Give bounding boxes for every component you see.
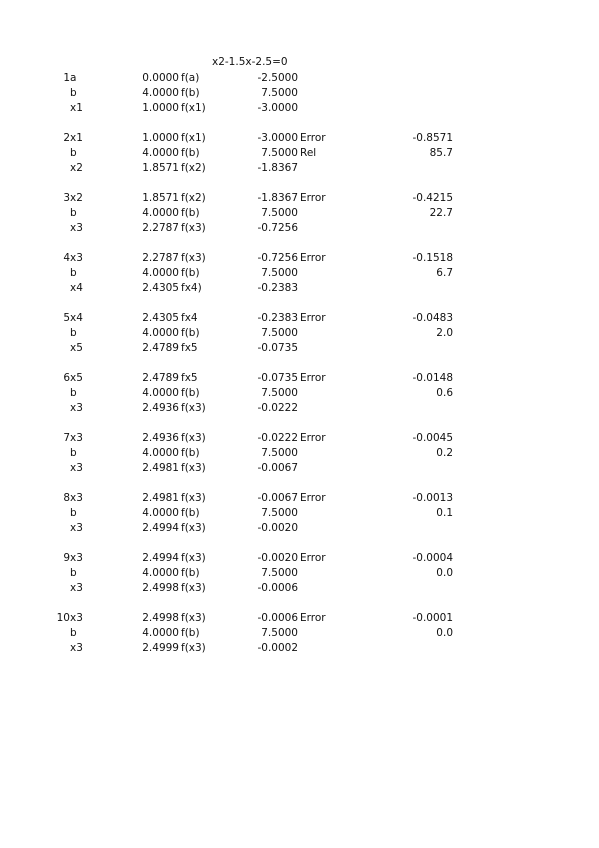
variable-name: x4 (70, 282, 83, 294)
table-row (0, 431, 599, 446)
error-value: 2.0 (436, 327, 453, 339)
variable-value: 1.0000 (142, 132, 179, 144)
variable-name: x3 (70, 642, 83, 654)
variable-name: x5 (70, 342, 83, 354)
error-label: Error (300, 252, 326, 264)
function-value: -0.0735 (257, 372, 298, 384)
function-label: f(x3) (181, 552, 206, 564)
variable-value: 2.2787 (142, 222, 179, 234)
iteration-number: 8 (63, 492, 70, 504)
variable-name: x3 (70, 492, 83, 504)
function-value: -0.0067 (257, 492, 298, 504)
variable-name: b (70, 387, 77, 399)
error-value: 6.7 (436, 267, 453, 279)
function-value: 7.5000 (261, 507, 298, 519)
table-row (0, 626, 599, 641)
error-label: Error (300, 132, 326, 144)
table-row (0, 551, 599, 566)
function-value: 7.5000 (261, 447, 298, 459)
iteration-number: 2 (63, 132, 70, 144)
variable-name: b (70, 147, 77, 159)
iteration-number: 3 (63, 192, 70, 204)
iteration-number: 10 (56, 612, 70, 624)
function-value: 7.5000 (261, 267, 298, 279)
variable-name: b (70, 507, 77, 519)
function-label: f(x3) (181, 222, 206, 234)
row-spacer (0, 476, 599, 491)
variable-value: 4.0000 (142, 327, 179, 339)
error-value: -0.0045 (412, 432, 453, 444)
error-value: -0.1518 (412, 252, 453, 264)
table-row (0, 401, 599, 416)
error-value: -0.0004 (412, 552, 453, 564)
equation-title: x2-1.5x-2.5=0 (212, 56, 288, 68)
row-spacer (0, 596, 599, 611)
variable-value: 2.4994 (142, 522, 179, 534)
variable-name: b (70, 207, 77, 219)
variable-name: x3 (70, 222, 83, 234)
function-value: -3.0000 (257, 132, 298, 144)
error-label: Error (300, 612, 326, 624)
error-value: 22.7 (429, 207, 453, 219)
function-label: f(x1) (181, 102, 206, 114)
function-value: -0.0006 (257, 582, 298, 594)
function-label: f(x3) (181, 612, 206, 624)
function-label: f(b) (181, 567, 200, 579)
error-value: -0.0483 (412, 312, 453, 324)
error-value: 85.7 (429, 147, 453, 159)
variable-value: 4.0000 (142, 507, 179, 519)
variable-name: x3 (70, 402, 83, 414)
table-row (0, 161, 599, 176)
function-label: f(b) (181, 147, 200, 159)
function-value: 7.5000 (261, 387, 298, 399)
variable-value: 2.2787 (142, 252, 179, 264)
variable-name: a (70, 72, 77, 84)
table-row (0, 191, 599, 206)
row-spacer (0, 356, 599, 371)
table-row (0, 71, 599, 86)
function-value: -0.7256 (257, 252, 298, 264)
error-value: -0.8571 (412, 132, 453, 144)
iteration-number: 4 (63, 252, 70, 264)
variable-name: x3 (70, 582, 83, 594)
function-label: f(b) (181, 447, 200, 459)
function-label: f(b) (181, 507, 200, 519)
table-row (0, 146, 599, 161)
variable-value: 4.0000 (142, 567, 179, 579)
error-value: 0.2 (436, 447, 453, 459)
error-value: 0.1 (436, 507, 453, 519)
function-value: -0.7256 (257, 222, 298, 234)
variable-value: 2.4994 (142, 552, 179, 564)
variable-name: b (70, 567, 77, 579)
variable-name: x3 (70, 552, 83, 564)
function-label: f(b) (181, 267, 200, 279)
variable-name: b (70, 327, 77, 339)
function-value: -2.5000 (257, 72, 298, 84)
table-row (0, 266, 599, 281)
error-label: Error (300, 432, 326, 444)
function-value: -0.0002 (257, 642, 298, 654)
table-row (0, 566, 599, 581)
function-label: f(x3) (181, 402, 206, 414)
variable-name: b (70, 87, 77, 99)
iteration-number: 9 (63, 552, 70, 564)
error-label: Error (300, 312, 326, 324)
table-row (0, 446, 599, 461)
table-row (0, 131, 599, 146)
table-row (0, 86, 599, 101)
table-row (0, 326, 599, 341)
variable-value: 2.4998 (142, 582, 179, 594)
variable-value: 2.4305 (142, 282, 179, 294)
function-value: -1.8367 (257, 162, 298, 174)
variable-value: 2.4789 (142, 342, 179, 354)
function-value: -0.0067 (257, 462, 298, 474)
error-label: Rel (300, 147, 317, 159)
variable-value: 4.0000 (142, 267, 179, 279)
variable-name: x3 (70, 522, 83, 534)
variable-name: b (70, 447, 77, 459)
function-label: fx5 (181, 372, 198, 384)
function-label: f(x1) (181, 132, 206, 144)
table-row (0, 386, 599, 401)
variable-name: x3 (70, 432, 83, 444)
function-value: 7.5000 (261, 627, 298, 639)
error-label: Error (300, 372, 326, 384)
table-row (0, 206, 599, 221)
variable-value: 1.8571 (142, 162, 179, 174)
table-row (0, 641, 599, 656)
variable-value: 2.4789 (142, 372, 179, 384)
variable-name: x3 (70, 252, 83, 264)
row-spacer (0, 416, 599, 431)
iteration-number: 5 (63, 312, 70, 324)
table-row (0, 581, 599, 596)
variable-name: x4 (70, 312, 83, 324)
function-value: -0.0735 (257, 342, 298, 354)
function-value: -0.2383 (257, 282, 298, 294)
error-value: 0.6 (436, 387, 453, 399)
function-label: f(x3) (181, 432, 206, 444)
variable-value: 2.4981 (142, 462, 179, 474)
row-spacer (0, 536, 599, 551)
variable-value: 2.4936 (142, 402, 179, 414)
variable-value: 2.4305 (142, 312, 179, 324)
variable-value: 4.0000 (142, 147, 179, 159)
iteration-number: 7 (63, 432, 70, 444)
function-value: 7.5000 (261, 87, 298, 99)
function-value: -0.2383 (257, 312, 298, 324)
iteration-table (0, 71, 599, 656)
variable-value: 4.0000 (142, 387, 179, 399)
function-label: fx4 (181, 312, 198, 324)
error-label: Error (300, 552, 326, 564)
variable-name: x2 (70, 192, 83, 204)
function-label: fx4) (181, 282, 202, 294)
error-value: 0.0 (436, 627, 453, 639)
error-value: -0.0013 (412, 492, 453, 504)
table-row (0, 341, 599, 356)
variable-value: 2.4999 (142, 642, 179, 654)
iteration-number: 6 (63, 372, 70, 384)
table-row (0, 251, 599, 266)
function-label: f(x3) (181, 492, 206, 504)
function-label: f(x2) (181, 192, 206, 204)
function-label: f(b) (181, 207, 200, 219)
function-label: f(x3) (181, 522, 206, 534)
table-row (0, 281, 599, 296)
table-row (0, 461, 599, 476)
function-label: f(x3) (181, 642, 206, 654)
error-value: -0.0148 (412, 372, 453, 384)
table-row (0, 311, 599, 326)
function-label: fx5 (181, 342, 198, 354)
function-label: f(b) (181, 87, 200, 99)
variable-name: x3 (70, 462, 83, 474)
function-value: 7.5000 (261, 567, 298, 579)
function-value: -0.0006 (257, 612, 298, 624)
function-value: -0.0222 (257, 432, 298, 444)
variable-value: 4.0000 (142, 627, 179, 639)
variable-value: 1.0000 (142, 102, 179, 114)
function-value: -0.0020 (257, 552, 298, 564)
function-value: -0.0020 (257, 522, 298, 534)
variable-value: 2.4936 (142, 432, 179, 444)
function-value: 7.5000 (261, 207, 298, 219)
table-row (0, 521, 599, 536)
function-value: 7.5000 (261, 327, 298, 339)
variable-value: 1.8571 (142, 192, 179, 204)
row-spacer (0, 176, 599, 191)
variable-value: 2.4998 (142, 612, 179, 624)
variable-name: b (70, 627, 77, 639)
error-value: -0.0001 (412, 612, 453, 624)
variable-name: x2 (70, 162, 83, 174)
variable-name: x3 (70, 612, 83, 624)
function-label: f(x3) (181, 462, 206, 474)
error-value: 0.0 (436, 567, 453, 579)
function-label: f(a) (181, 72, 200, 84)
row-spacer (0, 116, 599, 131)
variable-name: x1 (70, 132, 83, 144)
variable-value: 4.0000 (142, 207, 179, 219)
function-label: f(x3) (181, 252, 206, 264)
table-row (0, 101, 599, 116)
function-label: f(x3) (181, 582, 206, 594)
function-label: f(b) (181, 327, 200, 339)
variable-name: b (70, 267, 77, 279)
variable-value: 2.4981 (142, 492, 179, 504)
row-spacer (0, 236, 599, 251)
error-label: Error (300, 192, 326, 204)
function-label: f(b) (181, 387, 200, 399)
error-label: Error (300, 492, 326, 504)
table-row (0, 506, 599, 521)
function-value: -1.8367 (257, 192, 298, 204)
function-value: 7.5000 (261, 147, 298, 159)
table-row (0, 491, 599, 506)
variable-value: 0.0000 (142, 72, 179, 84)
variable-name: x5 (70, 372, 83, 384)
variable-name: x1 (70, 102, 83, 114)
function-label: f(x2) (181, 162, 206, 174)
variable-value: 4.0000 (142, 447, 179, 459)
table-row (0, 611, 599, 626)
table-row (0, 221, 599, 236)
variable-value: 4.0000 (142, 87, 179, 99)
function-value: -0.0222 (257, 402, 298, 414)
error-value: -0.4215 (412, 192, 453, 204)
function-value: -3.0000 (257, 102, 298, 114)
iteration-number: 1 (63, 72, 70, 84)
function-label: f(b) (181, 627, 200, 639)
row-spacer (0, 296, 599, 311)
table-row (0, 371, 599, 386)
